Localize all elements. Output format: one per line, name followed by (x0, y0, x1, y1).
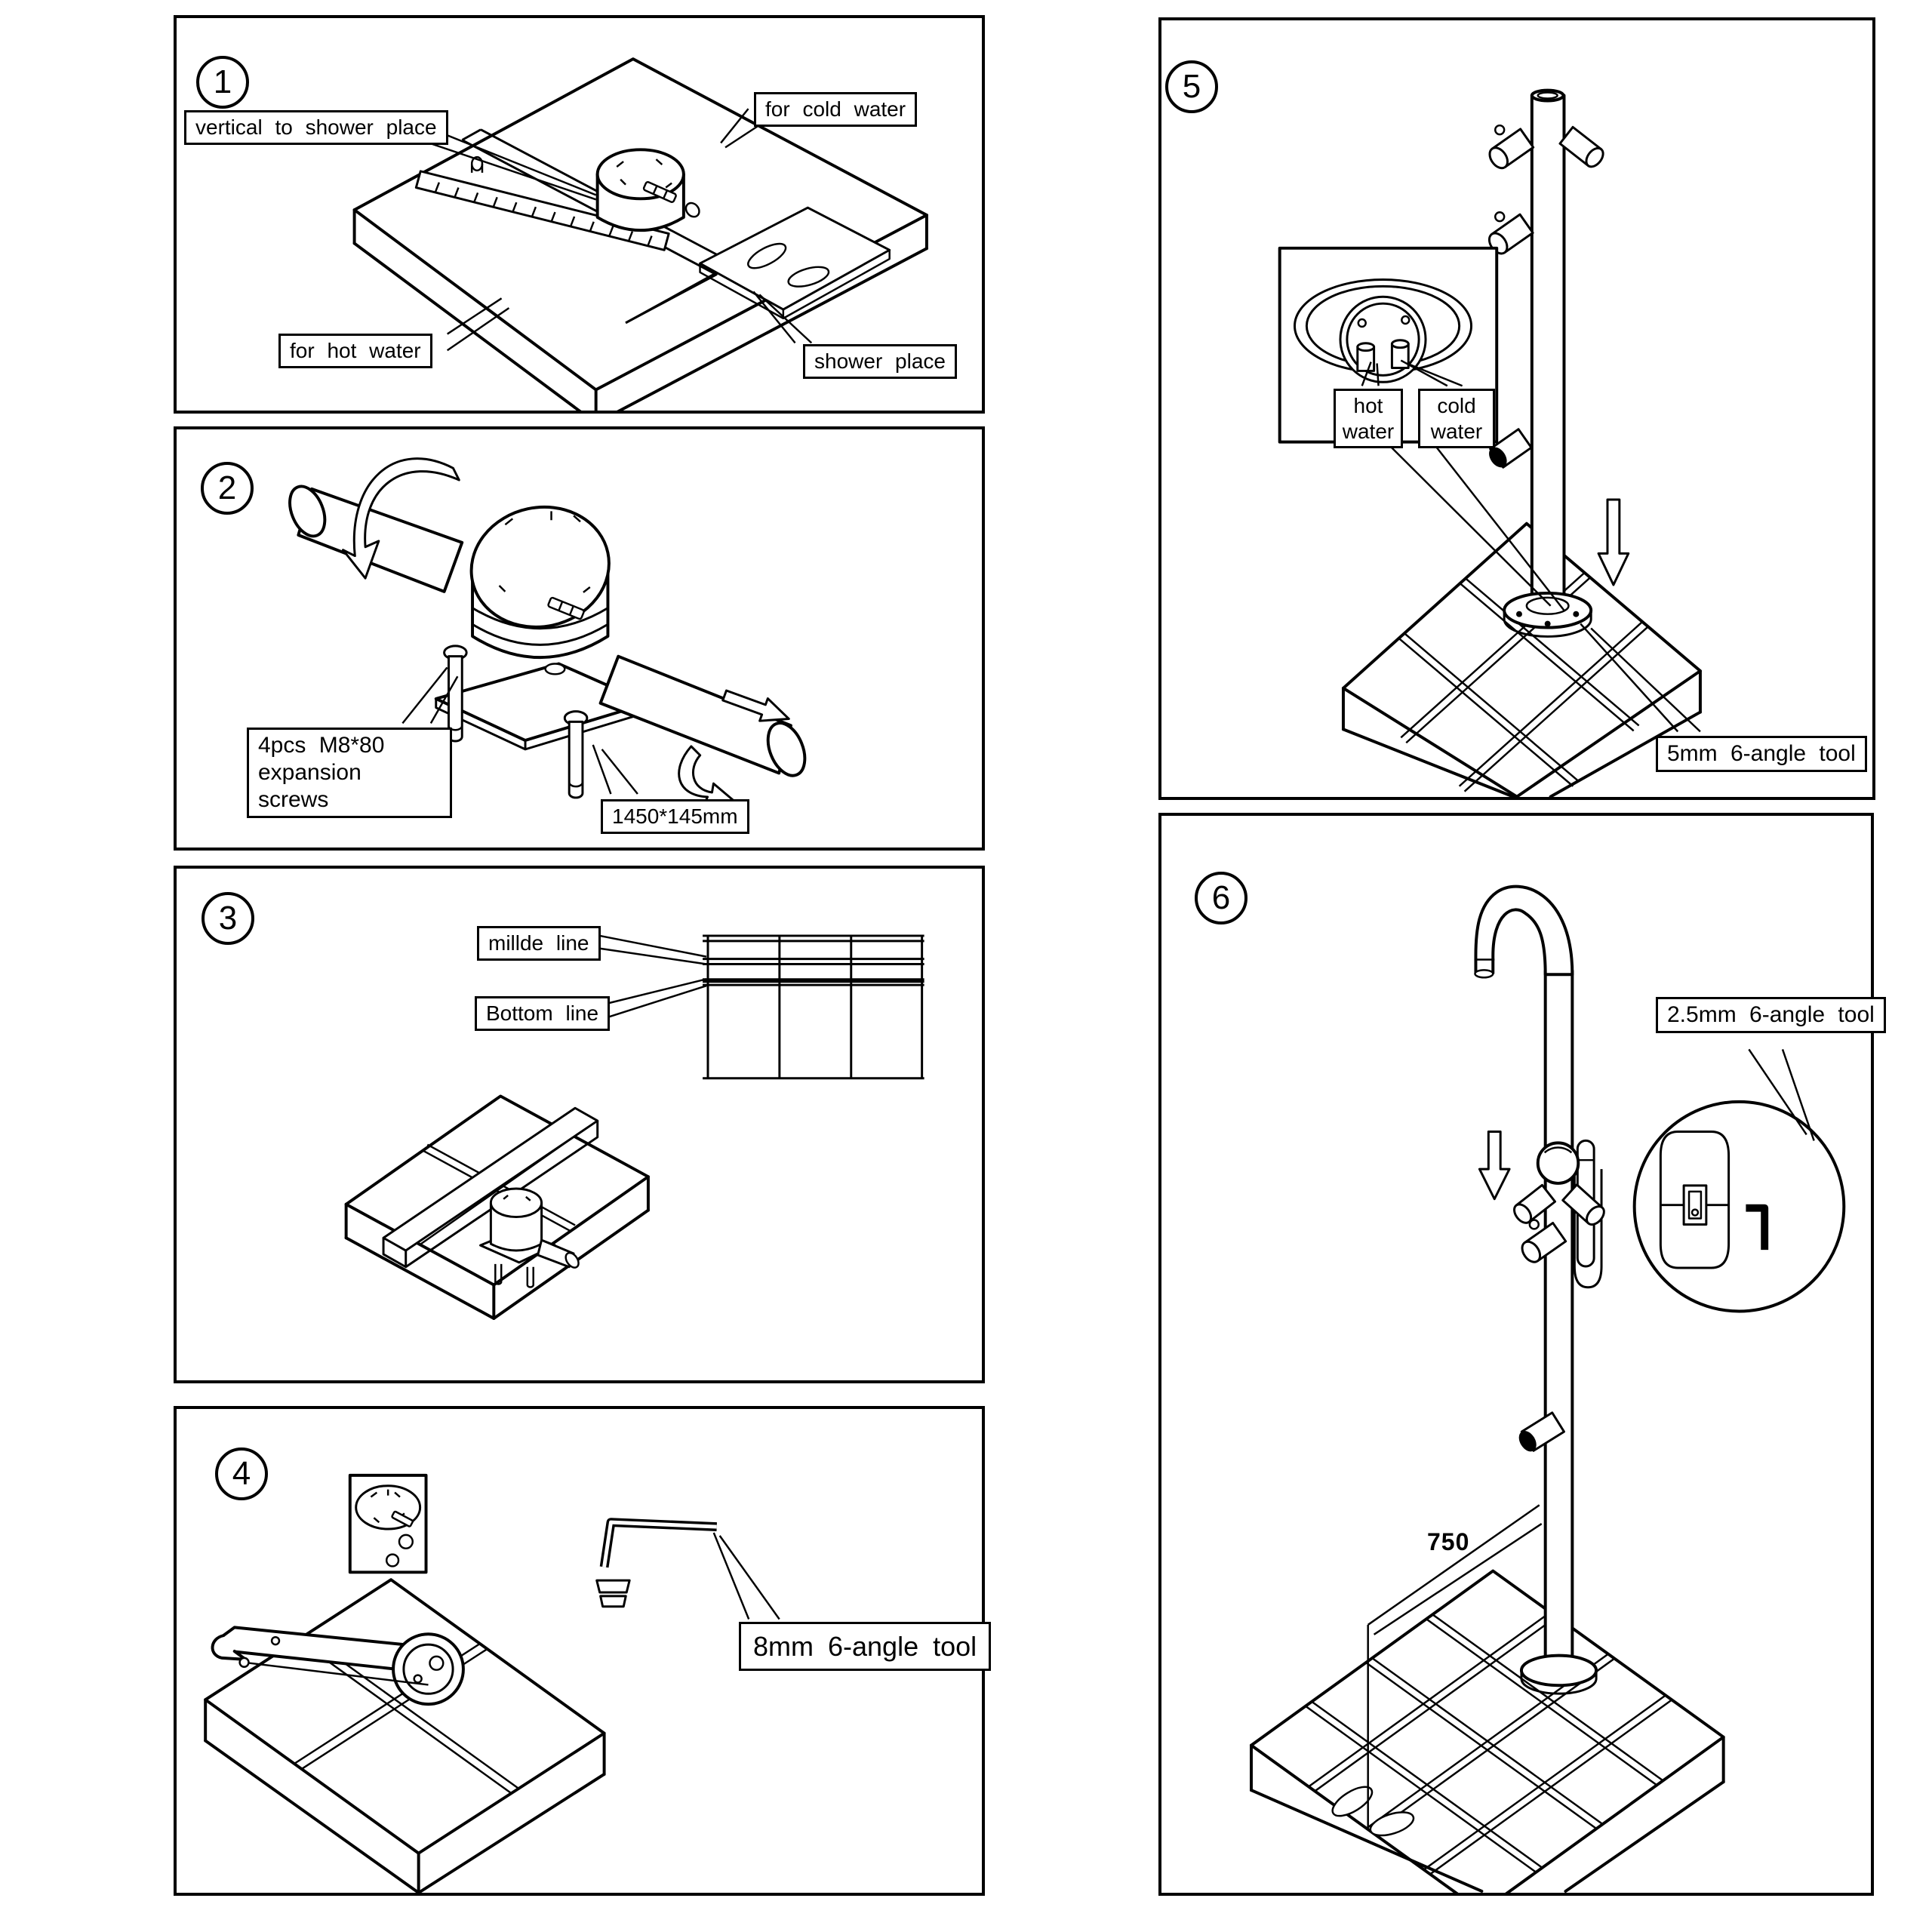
step-6-drawing (1161, 816, 1871, 1893)
step-number-6 (1195, 872, 1247, 924)
step-number-1 (196, 56, 249, 109)
shower-column (1474, 887, 1572, 1667)
label-cold-water: cold water (1418, 389, 1495, 448)
tiled-floor-slab (205, 1580, 604, 1893)
step-2-panel (174, 426, 985, 851)
label-for-hot-water: for hot water (278, 334, 432, 368)
valve-top-view-inset (350, 1475, 426, 1572)
step-number-text: 4 (232, 1455, 251, 1492)
step-number-2 (201, 462, 254, 515)
hook-arrow-icon (679, 746, 733, 808)
valve-body (460, 494, 620, 657)
down-arrow-icon (1598, 500, 1629, 585)
step-4-panel (174, 1406, 985, 1896)
step-number-5 (1165, 60, 1218, 113)
leader-lines (714, 1533, 780, 1620)
label-height-750: 750 (1427, 1528, 1470, 1555)
outlet-pipe-right (601, 657, 812, 808)
tiled-base (1251, 1571, 1724, 1893)
step-number-text: 3 (218, 900, 238, 937)
label-expansion-screws: 4pcs M8*80 expansion screws (247, 728, 452, 818)
step-5-drawing (1161, 20, 1872, 797)
step-number-3 (202, 892, 254, 945)
label-5mm-tool: 5mm 6-angle tool (1656, 736, 1867, 772)
label-hot-water: hot water (1334, 389, 1403, 448)
step-5-panel (1158, 17, 1875, 800)
shower-column (1485, 91, 1606, 597)
leader-lines (600, 936, 706, 1019)
step-number-text: 2 (217, 469, 237, 506)
down-arrow-icon (1479, 1132, 1509, 1199)
label-8mm-tool: 8mm 6-angle tool (739, 1622, 991, 1671)
step-6-panel (1158, 813, 1874, 1896)
tile-wall-diagram (703, 936, 924, 1078)
cap-part (597, 1580, 629, 1607)
step-3-panel (174, 866, 985, 1383)
step-number-text: 6 (1211, 879, 1231, 916)
label-shower-place: shower place (803, 344, 957, 379)
label-for-cold-water: for cold water (754, 92, 917, 127)
tool-detail-inset (1635, 1102, 1844, 1312)
label-size: 1450*145mm (601, 799, 749, 834)
label-vertical-to-shower-place: vertical to shower place (184, 110, 448, 145)
tiled-base (1343, 524, 1700, 797)
step-1-panel (174, 15, 985, 414)
label-2-5mm-tool: 2.5mm 6-angle tool (1656, 997, 1886, 1033)
step-number-text: 5 (1182, 68, 1201, 105)
step-number-text: 1 (213, 63, 232, 100)
label-middle-line: millde line (477, 926, 601, 961)
label-bottom-line: Bottom line (475, 996, 610, 1031)
step-number-4 (215, 1447, 268, 1500)
hex-key-icon (605, 1522, 717, 1567)
expansion-screw-right (565, 712, 587, 798)
